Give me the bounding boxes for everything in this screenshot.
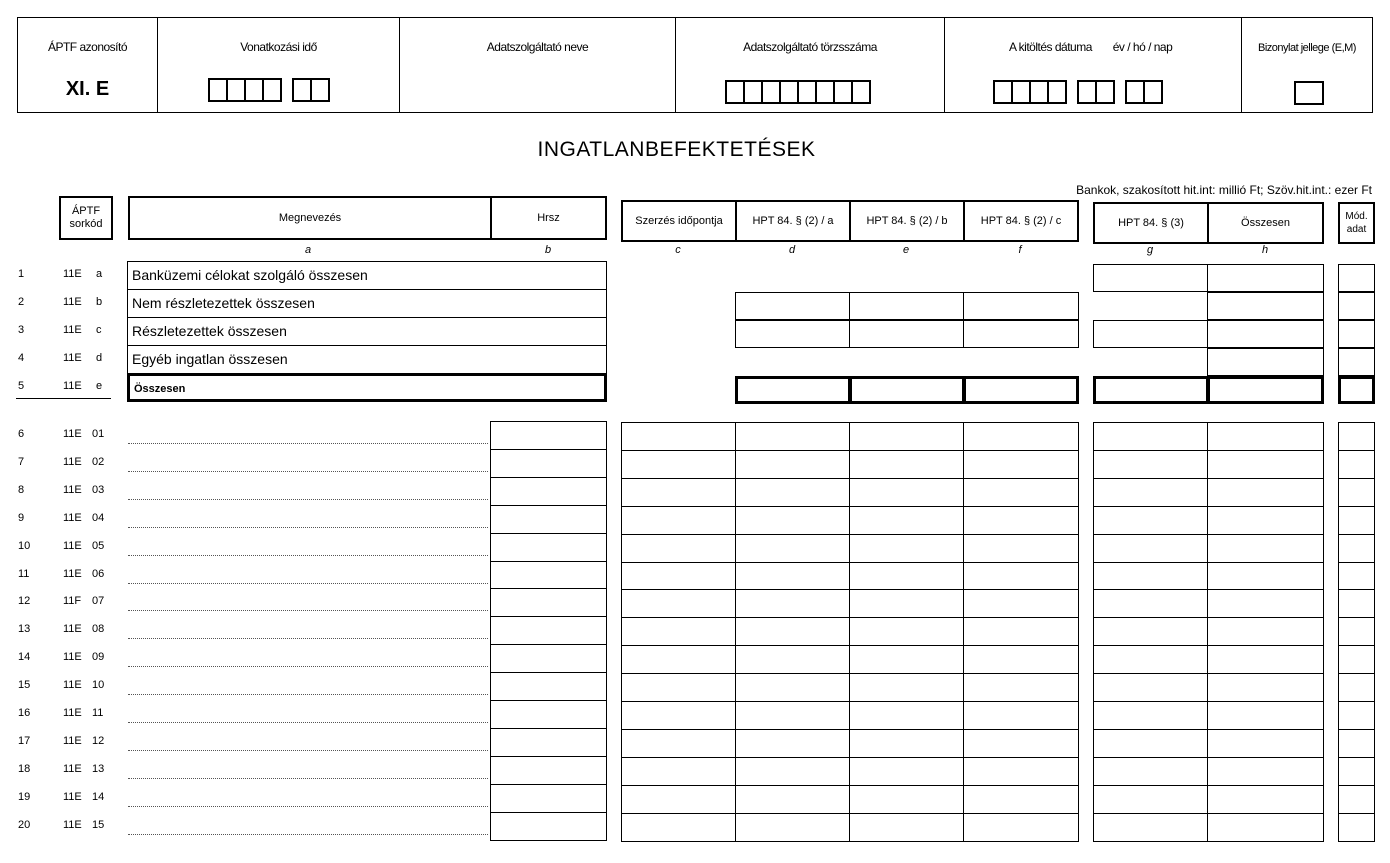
detail-cell-mod[interactable] — [1338, 729, 1375, 758]
detail-row-number: 11 — [18, 568, 30, 580]
detail-row-number: 19 — [18, 791, 31, 803]
summary-row-name: Nem részletezettek összesen — [132, 295, 315, 311]
unit-note: Bankok, szakosított hit.int: millió Ft; Szöv.hit.int.: ezer Ft — [1076, 183, 1372, 197]
column-letter-h: h — [1261, 244, 1269, 256]
detail-cell-e[interactable] — [849, 645, 965, 674]
detail-cell-d[interactable] — [735, 534, 851, 563]
fill-date-cell — [944, 17, 1242, 113]
summary-row-name-cell — [127, 345, 607, 374]
detail-row-name-line[interactable] — [128, 638, 488, 639]
doc-type-box[interactable] — [1294, 81, 1322, 105]
detail-cell-hrsz[interactable] — [490, 505, 607, 534]
detail-cell-mod[interactable] — [1338, 617, 1375, 646]
detail-cell-h[interactable] — [1207, 729, 1324, 758]
detail-row-name-line[interactable] — [128, 583, 488, 584]
detail-cell-f[interactable] — [963, 562, 1079, 591]
col-d-header: HPT 84. § (2) / a — [735, 200, 851, 242]
detail-cell-e[interactable] — [849, 813, 965, 842]
detail-cell-f[interactable] — [963, 701, 1079, 730]
detail-cell-mod[interactable] — [1338, 589, 1375, 618]
detail-cell-d[interactable] — [735, 729, 851, 758]
detail-row-sub: 11 — [92, 707, 104, 719]
detail-row-code: 11E — [63, 623, 82, 635]
detail-cell-g[interactable] — [1093, 562, 1209, 591]
detail-cell-g[interactable] — [1093, 785, 1209, 814]
detail-cell-mod[interactable] — [1338, 757, 1375, 786]
detail-cell-h[interactable] — [1207, 813, 1324, 842]
detail-cell-c[interactable] — [621, 534, 737, 563]
summary-row-code: 11E — [63, 268, 82, 280]
detail-row-name-line[interactable] — [128, 499, 488, 500]
summary-cell-g[interactable] — [1093, 376, 1209, 404]
detail-cell-d[interactable] — [735, 813, 851, 842]
detail-row-code: 11E — [63, 456, 82, 468]
detail-row-sub: 06 — [92, 568, 105, 580]
summary-cell-mod[interactable] — [1338, 376, 1375, 404]
detail-cell-d[interactable] — [735, 450, 851, 479]
detail-cell-e[interactable] — [849, 757, 965, 786]
detail-cell-mod[interactable] — [1338, 813, 1375, 842]
detail-cell-d[interactable] — [735, 645, 851, 674]
detail-cell-hrsz[interactable] — [490, 700, 607, 729]
provider-name-cell[interactable] — [399, 17, 676, 113]
detail-cell-g[interactable] — [1093, 813, 1209, 842]
col-e-header: HPT 84. § (2) / b — [849, 200, 965, 242]
detail-row-number: 17 — [18, 735, 31, 747]
detail-cell-c[interactable] — [621, 729, 737, 758]
detail-cell-c[interactable] — [621, 673, 737, 702]
detail-cell-c[interactable] — [621, 589, 737, 618]
detail-row-name-line[interactable] — [128, 666, 488, 667]
col-name-header: Megnevezés — [128, 196, 492, 240]
detail-cell-mod[interactable] — [1338, 450, 1375, 479]
detail-cell-g[interactable] — [1093, 757, 1209, 786]
detail-row-sub: 14 — [92, 791, 105, 803]
summary-cell-e[interactable] — [849, 292, 965, 320]
summary-row-number: 4 — [18, 352, 25, 364]
detail-cell-e[interactable] — [849, 617, 965, 646]
summary-cell-h[interactable] — [1207, 376, 1324, 404]
detail-cell-h[interactable] — [1207, 422, 1324, 451]
doc-type-label: Bizonylat jellege (E,M) — [1258, 42, 1356, 54]
detail-row-code: 11E — [63, 763, 82, 775]
summary-row-code: 11E — [63, 324, 82, 336]
summary-cell-g[interactable] — [1093, 264, 1209, 292]
column-letter-b: b — [544, 244, 552, 256]
detail-cell-hrsz[interactable] — [490, 672, 607, 701]
detail-row-sub: 13 — [92, 763, 105, 775]
detail-cell-hrsz[interactable] — [490, 812, 607, 841]
detail-row-sub: 15 — [92, 819, 105, 831]
detail-cell-d[interactable] — [735, 673, 851, 702]
detail-cell-h[interactable] — [1207, 478, 1324, 507]
detail-cell-c[interactable] — [621, 450, 737, 479]
detail-row-name-line[interactable] — [128, 722, 488, 723]
detail-row-sub: 08 — [92, 623, 105, 635]
detail-cell-h[interactable] — [1207, 506, 1324, 535]
detail-cell-g[interactable] — [1093, 478, 1209, 507]
column-letter-d: d — [788, 244, 796, 256]
summary-row-sub: d — [96, 352, 103, 364]
detail-cell-f[interactable] — [963, 673, 1079, 702]
detail-cell-h[interactable] — [1207, 785, 1324, 814]
detail-row-code: 11E — [63, 651, 82, 663]
detail-cell-e[interactable] — [849, 534, 965, 563]
summary-row-name: Összesen — [134, 383, 186, 395]
detail-cell-d[interactable] — [735, 785, 851, 814]
detail-row-number: 13 — [18, 623, 31, 635]
detail-cell-c[interactable] — [621, 785, 737, 814]
col-g-header: HPT 84. § (3) — [1093, 202, 1209, 244]
detail-cell-d[interactable] — [735, 506, 851, 535]
col-hrsz-header: Hrsz — [490, 196, 607, 240]
summary-row-sub: e — [96, 380, 103, 392]
summary-cell-mod[interactable] — [1338, 320, 1375, 348]
summary-row-sub: c — [96, 324, 102, 336]
summary-cell-mod[interactable] — [1338, 292, 1375, 320]
detail-row-name-line[interactable] — [128, 610, 488, 611]
period-cell — [157, 17, 400, 113]
detail-row-number: 6 — [18, 428, 25, 440]
detail-cell-d[interactable] — [735, 701, 851, 730]
detail-cell-e[interactable] — [849, 478, 965, 507]
summary-cell-e[interactable] — [849, 320, 965, 348]
detail-cell-hrsz[interactable] — [490, 756, 607, 785]
detail-cell-hrsz[interactable] — [490, 588, 607, 617]
detail-cell-c[interactable] — [621, 645, 737, 674]
detail-cell-c[interactable] — [621, 478, 737, 507]
detail-cell-f[interactable] — [963, 534, 1079, 563]
detail-cell-h[interactable] — [1207, 534, 1324, 563]
detail-cell-d[interactable] — [735, 757, 851, 786]
detail-row-name-line[interactable] — [128, 834, 488, 835]
summary-cell-e[interactable] — [849, 376, 965, 404]
summary-row-number: 1 — [18, 268, 25, 280]
col-date-header: Szerzés időpontja — [621, 200, 737, 242]
detail-row-code: 11E — [63, 428, 82, 440]
detail-cell-hrsz[interactable] — [490, 449, 607, 478]
fill-date-label — [1009, 40, 1241, 54]
detail-cell-e[interactable] — [849, 701, 965, 730]
detail-cell-mod[interactable] — [1338, 673, 1375, 702]
detail-cell-g[interactable] — [1093, 589, 1209, 618]
detail-cell-g[interactable] — [1093, 506, 1209, 535]
provider-name-label: Adatszolgáltató neve — [486, 40, 589, 54]
detail-cell-c[interactable] — [621, 562, 737, 591]
period-boxes[interactable] — [208, 78, 328, 102]
detail-cell-hrsz[interactable] — [490, 421, 607, 450]
detail-cell-hrsz[interactable] — [490, 784, 607, 813]
detail-row-code: 11E — [63, 568, 82, 580]
detail-cell-e[interactable] — [849, 450, 965, 479]
summary-row-number: 5 — [18, 380, 25, 392]
period-label: Vonatkozási idő — [240, 40, 317, 54]
detail-row-number: 14 — [18, 651, 31, 663]
summary-cell-f[interactable] — [963, 292, 1079, 320]
detail-row-sub: 12 — [92, 735, 105, 747]
detail-cell-g[interactable] — [1093, 645, 1209, 674]
detail-cell-hrsz[interactable] — [490, 728, 607, 757]
detail-row-sub: 05 — [92, 540, 105, 552]
detail-cell-e[interactable] — [849, 506, 965, 535]
detail-row-sub: 10 — [92, 679, 105, 691]
detail-cell-f[interactable] — [963, 813, 1079, 842]
provider-reg-boxes[interactable] — [725, 80, 869, 104]
col-mod-header: Mód. adat — [1338, 202, 1375, 244]
detail-cell-e[interactable] — [849, 785, 965, 814]
detail-cell-h[interactable] — [1207, 701, 1324, 730]
detail-cell-d[interactable] — [735, 422, 851, 451]
detail-cell-d[interactable] — [735, 589, 851, 618]
detail-cell-mod[interactable] — [1338, 478, 1375, 507]
summary-row-number: 3 — [18, 324, 25, 336]
detail-row-code: 11E — [63, 707, 82, 719]
detail-row-code: 11E — [63, 791, 82, 803]
column-letter-e: e — [902, 244, 910, 256]
detail-cell-c[interactable] — [621, 617, 737, 646]
detail-row-code: 11E — [63, 819, 82, 831]
summary-cell-mod[interactable] — [1338, 264, 1375, 292]
detail-cell-g[interactable] — [1093, 450, 1209, 479]
detail-cell-h[interactable] — [1207, 645, 1324, 674]
detail-cell-hrsz[interactable] — [490, 616, 607, 645]
detail-cell-hrsz[interactable] — [490, 561, 607, 590]
summary-row-number: 2 — [18, 296, 25, 308]
detail-cell-h[interactable] — [1207, 562, 1324, 591]
detail-cell-g[interactable] — [1093, 729, 1209, 758]
detail-cell-mod[interactable] — [1338, 422, 1375, 451]
summary-row-name: Részletezettek összesen — [132, 323, 287, 339]
detail-row-number: 9 — [18, 512, 25, 524]
column-letter-c: c — [675, 244, 681, 256]
detail-cell-e[interactable] — [849, 729, 965, 758]
provider-reg-cell — [675, 17, 945, 113]
fill-date-text: A kitöltés dátuma — [1009, 40, 1092, 54]
detail-row-name-line[interactable] — [128, 750, 488, 751]
detail-row-number: 8 — [18, 484, 25, 496]
summary-cell-h[interactable] — [1207, 292, 1324, 320]
detail-row-number: 20 — [18, 819, 31, 831]
summary-row-name: Banküzemi célokat szolgáló összesen — [132, 267, 368, 283]
aptf-id-cell — [17, 17, 158, 113]
detail-cell-c[interactable] — [621, 506, 737, 535]
detail-cell-f[interactable] — [963, 785, 1079, 814]
detail-row-sub: 01 — [92, 428, 105, 440]
detail-cell-f[interactable] — [963, 645, 1079, 674]
summary-cell-g[interactable] — [1093, 320, 1209, 348]
detail-cell-g[interactable] — [1093, 673, 1209, 702]
detail-row-sub: 02 — [92, 456, 105, 468]
summary-row-code: 11E — [63, 352, 82, 364]
aptf-id-label: ÁPTF azonosító — [47, 40, 128, 54]
detail-cell-d[interactable] — [735, 562, 851, 591]
detail-cell-e[interactable] — [849, 589, 965, 618]
detail-row-sub: 03 — [92, 484, 105, 496]
col-f-header: HPT 84. § (2) / c — [963, 200, 1079, 242]
summary-cell-d[interactable] — [735, 292, 851, 320]
detail-cell-d[interactable] — [735, 617, 851, 646]
detail-cell-f[interactable] — [963, 729, 1079, 758]
detail-row-number: 18 — [18, 763, 31, 775]
summary-row-name-cell — [127, 261, 607, 290]
summary-cell-h[interactable] — [1207, 320, 1324, 348]
detail-row-code: 11E — [63, 679, 82, 691]
column-letter-g: g — [1146, 244, 1154, 256]
detail-row-code: 11E — [63, 512, 82, 524]
detail-row-sub: 07 — [92, 595, 105, 607]
detail-cell-h[interactable] — [1207, 589, 1324, 618]
fill-date-format: év / hó / nap — [1112, 40, 1173, 54]
detail-row-name-line[interactable] — [128, 694, 488, 695]
detail-cell-f[interactable] — [963, 757, 1079, 786]
summary-row-sub: a — [96, 268, 103, 280]
detail-row-number: 10 — [18, 540, 31, 552]
summary-cell-d[interactable] — [735, 376, 851, 404]
summary-row-code: 11E — [63, 296, 82, 308]
detail-cell-c[interactable] — [621, 422, 737, 451]
detail-row-name-line[interactable] — [128, 471, 488, 472]
detail-row-sub: 09 — [92, 651, 105, 663]
summary-row-name-cell — [127, 373, 607, 402]
detail-row-sub: 04 — [92, 512, 105, 524]
detail-cell-g[interactable] — [1093, 422, 1209, 451]
detail-cell-c[interactable] — [621, 813, 737, 842]
detail-cell-mod[interactable] — [1338, 534, 1375, 563]
detail-cell-e[interactable] — [849, 422, 965, 451]
detail-row-name-line[interactable] — [128, 443, 488, 444]
summary-cell-f[interactable] — [963, 376, 1079, 404]
detail-cell-h[interactable] — [1207, 617, 1324, 646]
detail-cell-f[interactable] — [963, 617, 1079, 646]
detail-cell-mod[interactable] — [1338, 785, 1375, 814]
summary-row-sub: b — [96, 296, 103, 308]
col-aptf-header: ÁPTF sorkód — [59, 196, 113, 240]
summary-cell-mod[interactable] — [1338, 348, 1375, 376]
summary-cell-h[interactable] — [1207, 348, 1324, 376]
column-letter-f: f — [1018, 244, 1022, 256]
detail-row-code: 11E — [63, 735, 82, 747]
summary-cell-d[interactable] — [735, 320, 851, 348]
detail-cell-g[interactable] — [1093, 701, 1209, 730]
summary-row-name-cell — [127, 289, 607, 318]
column-letter-a: a — [304, 244, 312, 256]
detail-cell-h[interactable] — [1207, 757, 1324, 786]
doc-type-cell — [1241, 17, 1373, 113]
summary-row-name: Egyéb ingatlan összesen — [132, 351, 288, 367]
detail-row-name-line[interactable] — [128, 778, 488, 779]
detail-cell-g[interactable] — [1093, 617, 1209, 646]
summary-separator — [16, 398, 111, 399]
detail-cell-h[interactable] — [1207, 450, 1324, 479]
summary-row-code: 11E — [63, 380, 82, 392]
detail-cell-hrsz[interactable] — [490, 533, 607, 562]
detail-cell-mod[interactable] — [1338, 506, 1375, 535]
detail-row-code: 11E — [63, 540, 82, 552]
detail-row-number: 15 — [18, 679, 31, 691]
detail-row-code: 11F — [63, 595, 82, 607]
aptf-id-value: XI. E — [65, 78, 110, 100]
detail-row-name-line[interactable] — [128, 555, 488, 556]
detail-cell-hrsz[interactable] — [490, 477, 607, 506]
detail-cell-mod[interactable] — [1338, 645, 1375, 674]
detail-row-name-line[interactable] — [128, 527, 488, 528]
detail-cell-e[interactable] — [849, 673, 965, 702]
detail-cell-f[interactable] — [963, 478, 1079, 507]
detail-cell-hrsz[interactable] — [490, 644, 607, 673]
detail-cell-f[interactable] — [963, 422, 1079, 451]
detail-cell-e[interactable] — [849, 562, 965, 591]
detail-cell-c[interactable] — [621, 757, 737, 786]
detail-row-number: 12 — [18, 595, 31, 607]
detail-cell-mod[interactable] — [1338, 701, 1375, 730]
detail-cell-c[interactable] — [621, 701, 737, 730]
col-h-header: Összesen — [1207, 202, 1324, 244]
detail-row-code: 11E — [63, 484, 82, 496]
summary-cell-h[interactable] — [1207, 264, 1324, 292]
summary-cell-f[interactable] — [963, 320, 1079, 348]
detail-row-number: 16 — [18, 707, 31, 719]
detail-cell-mod[interactable] — [1338, 562, 1375, 591]
summary-row-name-cell — [127, 317, 607, 346]
detail-cell-f[interactable] — [963, 450, 1079, 479]
detail-cell-d[interactable] — [735, 478, 851, 507]
detail-cell-f[interactable] — [963, 506, 1079, 535]
detail-cell-g[interactable] — [1093, 534, 1209, 563]
page-title: INGATLANBEFEKTETÉSEK — [537, 138, 816, 161]
provider-reg-label: Adatszolgáltató törzsszáma — [743, 40, 877, 54]
fill-date-boxes[interactable] — [993, 80, 1161, 104]
detail-cell-f[interactable] — [963, 589, 1079, 618]
detail-cell-h[interactable] — [1207, 673, 1324, 702]
detail-row-number: 7 — [18, 456, 25, 468]
detail-row-name-line[interactable] — [128, 806, 488, 807]
